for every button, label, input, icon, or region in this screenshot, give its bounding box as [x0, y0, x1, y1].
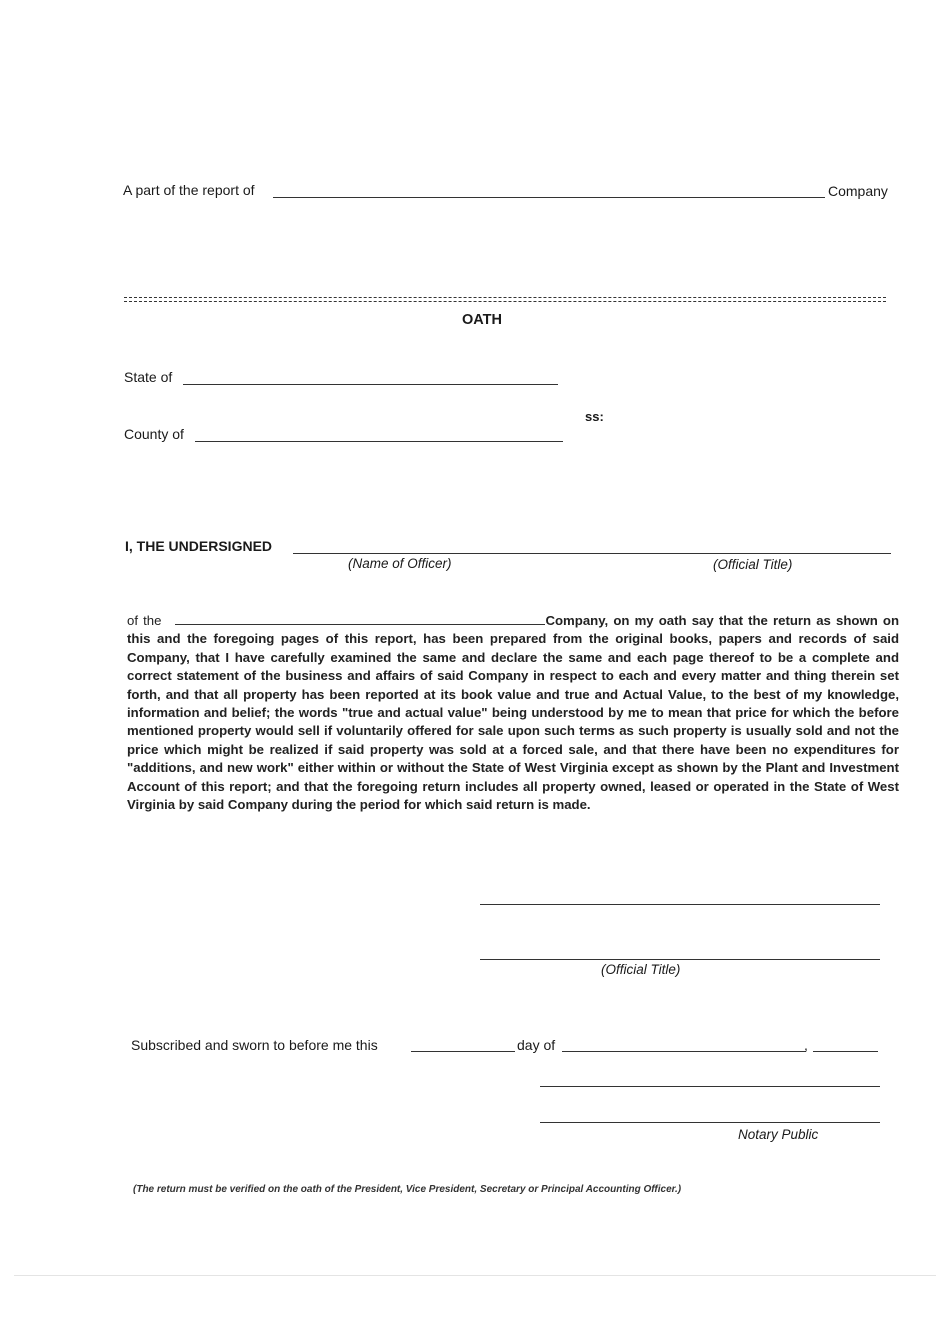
county-label: County of [124, 426, 184, 442]
oath-paragraph [127, 612, 899, 814]
day-field[interactable] [411, 1051, 515, 1052]
date-comma: , [804, 1037, 808, 1053]
state-field[interactable] [183, 384, 558, 385]
report-of-label: A part of the report of [123, 182, 255, 198]
county-field[interactable] [195, 441, 563, 442]
of-the-label: of the [127, 613, 162, 628]
notary-signature-line[interactable] [540, 1086, 880, 1087]
month-field[interactable] [562, 1051, 806, 1052]
official-title-line[interactable] [480, 959, 880, 960]
state-label: State of [124, 369, 173, 385]
subscribed-label: Subscribed and sworn to before me this [131, 1037, 378, 1053]
oath-statement: Company, on my oath say that the return as shown on this and the foregoing pages of this report, has been prepared from the original books, papers and records of said Company, that I have carefully examined the same and declare the same and each page thereof to be a complete and correct statement of the business and affairs of said Company in respect to each and every matter and thing therein set forth, and that all property has been reported at its book value and true and Actual Value, to the best of my knowledge, information and belief; the words "true and actual value" being understood by me to mean that price for which the before mentioned property would sell if voluntarily offered for sale upon such terms as such property is usually sold and not the price which might be realized if said property was sold at a forced sale, and that there have been no expenditures for "additions, and new work" either within or without the State of West Virginia except as shown by the Plant and Investment Account of this report; and that the foregoing return includes all property owned, leased or operated in the State of West Virginia by said Company during the period for which said return is made. [127, 613, 899, 813]
officer-name-title-field[interactable] [293, 553, 891, 554]
name-of-officer-caption: (Name of Officer) [348, 556, 452, 571]
page-edge [14, 1275, 936, 1276]
notary-public-caption: Notary Public [738, 1127, 819, 1142]
signature-line[interactable] [480, 904, 880, 905]
oath-title: OATH [462, 312, 503, 328]
company-label: Company [828, 183, 888, 199]
official-title-caption: (Official Title) [713, 557, 793, 572]
day-of-label: day of [517, 1037, 556, 1053]
notary-line[interactable] [540, 1122, 880, 1123]
ss-label: ss: [585, 409, 604, 424]
separator-rule [124, 297, 886, 302]
signature-title-caption: (Official Title) [601, 962, 681, 977]
company-name-field[interactable] [273, 197, 825, 198]
verification-footnote: (The return must be verified on the oath of the President, Vice President, Secretary or Principal Accounting Officer.) [133, 1184, 682, 1195]
undersigned-label: I, THE UNDERSIGNED [125, 538, 273, 554]
company-name-blank[interactable] [175, 612, 545, 625]
year-field[interactable] [813, 1051, 878, 1052]
